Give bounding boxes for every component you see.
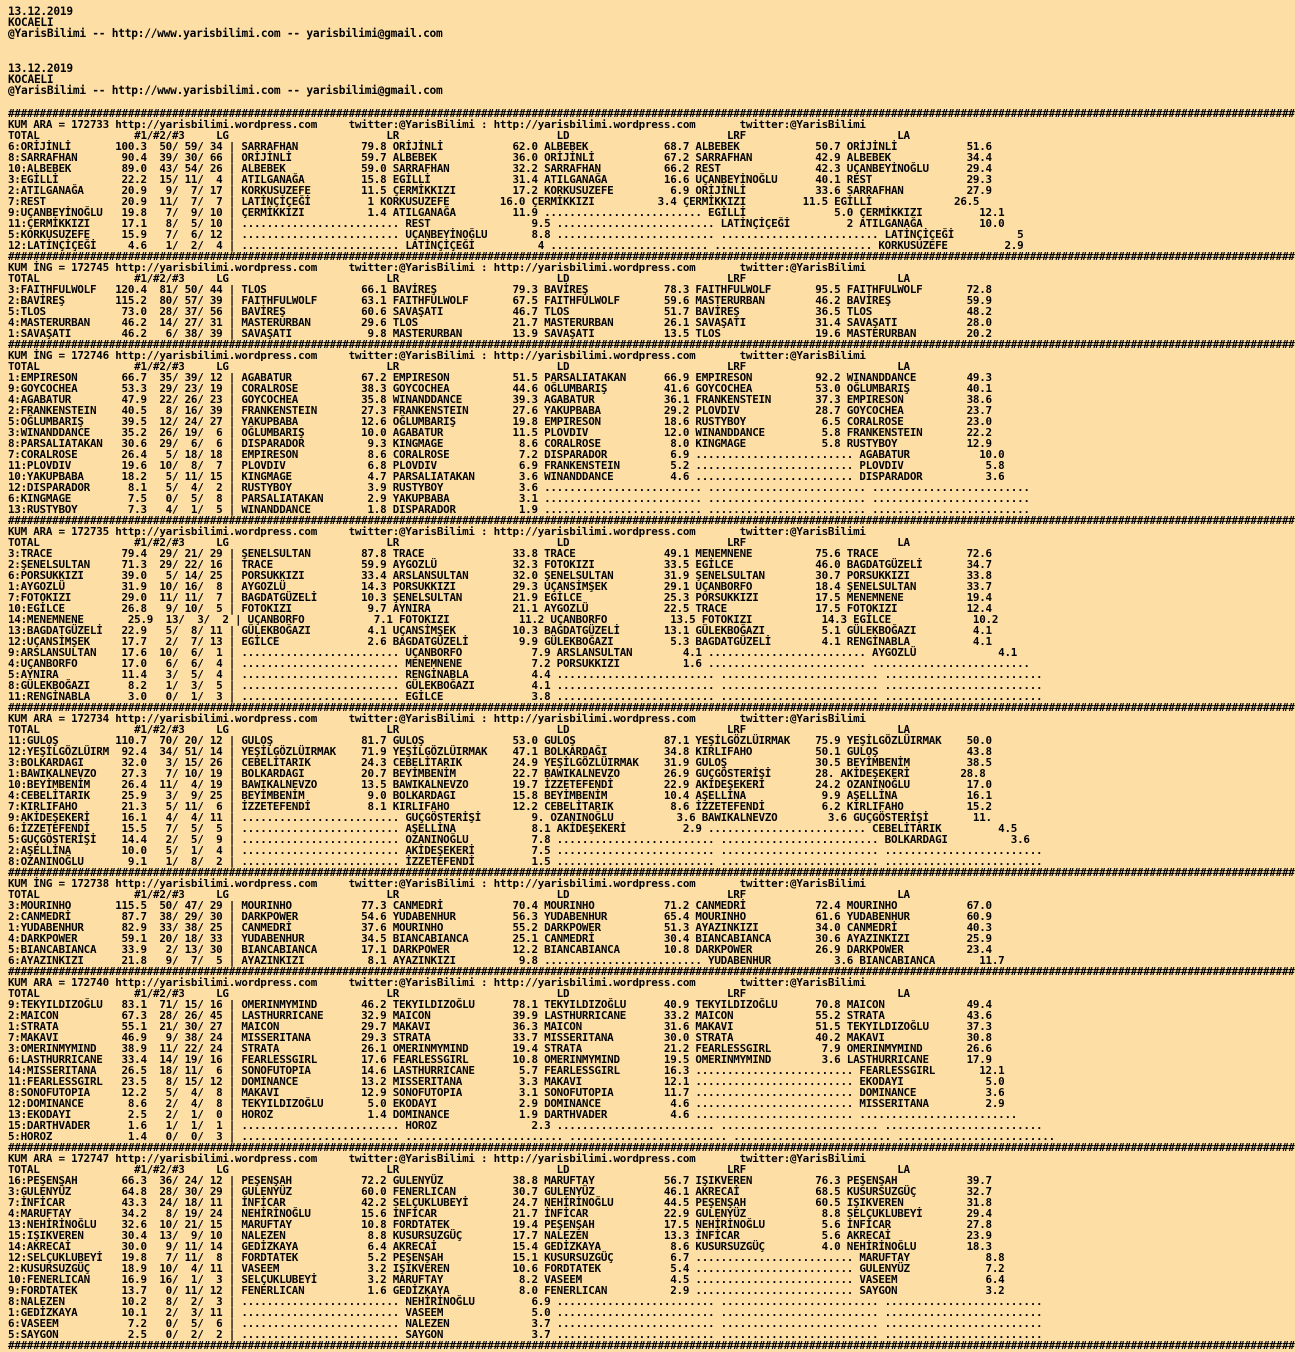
table-row: 3:FAITHFULWOLF 120.4 81/ 50/ 44 | TLOS 66.1 BAVİREŞ 79.3 BAVİREŞ 78.3 FAITHFULWOLF 95.5 FAITHFULWOLF 72.8 — [8, 283, 992, 296]
race-title: KUM İNG = 172738 http://yarisbilimi.wordpress.com twitter:@YarisBilimi : http://yarisbilimi.wordpress.com twitter:@YarisBilimi — [8, 877, 866, 890]
table-row: 5:OĞLUMBARIŞ 39.5 12/ 24/ 27 | YAKUPBABA 12.6 OĞLUMBARIŞ 19.8 EMPIRESON 18.6 RUSTYBOY 6.5 CORALROSE 23.0 — [8, 415, 992, 428]
column-header: TOTAL #1/#2/#3 LG LR LD LRF LA — [8, 723, 910, 736]
column-header: TOTAL #1/#2/#3 LG LR LD LRF LA — [8, 272, 910, 285]
table-row: 4:MARUFTAY 34.2 8/ 19/ 24 | NEHİRİNOĞLU 15.6 İNFİCAR 21.7 İNFİCAR 22.9 GULENYÜZ 8.8 SELÇUKLUBEYİ 29.4 — [8, 1207, 992, 1220]
column-header: TOTAL #1/#2/#3 LG LR LD LRF LA — [8, 987, 910, 1000]
table-row: 12:LATİNÇİÇEĞİ 4.6 1/ 2/ 4 | ......................... LATİNÇİÇEĞİ 4 ......................... ......................... KORKUSUZEFE 2.9 — [8, 239, 1024, 252]
table-row: 1:GEDİZKAYA 10.1 2/ 3/ 11 | ......................... VASEEM 5.0 ......................... ......................... ......................... — [8, 1306, 1043, 1319]
table-row: 6:ORİJİNLİ 100.3 50/ 59/ 34 | SARRAFHAN 79.8 ORİJİNLİ 62.0 ALBEBEK 68.7 ALBEBEK 50.7 ORİJİNLİ 51.6 — [8, 140, 992, 153]
table-row: 8:PARSALIATAKAN 30.6 29/ 6/ 6 | DISPARADOR 9.3 KINGMAGE 8.6 CORALROSE 8.0 KINGMAGE 5.8 RUSTYBOY 12.9 — [8, 437, 992, 450]
table-row: 4:CEBELİTARIK 25.9 3/ 9/ 25 | BEYİMBENİM 9.0 BOLKARDAGI 15.8 BEYİMBENİM 10.4 AŞELLİNA 9.9 AŞELLİNA 16.1 — [8, 789, 992, 802]
race-title: KUM ARA = 172740 http://yarisbilimi.wordpress.com twitter:@YarisBilimi : http://yarisbilimi.wordpress.com twitter:@YarisBilimi — [8, 976, 866, 989]
table-row: 10:YAKUPBABA 18.2 5/ 11/ 15 | KINGMAGE 4.7 PARSALIATAKAN 3.6 WINANDDANCE 4.6 ......................... DISPARADOR 3.6 — [8, 470, 1005, 483]
table-row: 8:SONOFUTOPIA 12.2 5/ 4/ 8 | MAKAVI 12.9 SONOFUTOPIA 3.1 SONOFUTOPIA 11.7 ......................... DOMINANCE 3.6 — [8, 1086, 1005, 1099]
race-title: KUM İNG = 172745 http://yarisbilimi.wordpress.com twitter:@YarisBilimi : http://yarisbilimi.wordpress.com twitter:@YarisBilimi — [8, 261, 866, 274]
column-header: TOTAL #1/#2/#3 LG LR LD LRF LA — [8, 360, 910, 373]
table-row: 8:NALEZEN 10.2 8/ 2/ 3 | ......................... NEHİRİNOĞLU 6.9 ......................... ......................... ......................... — [8, 1295, 1043, 1308]
city-text: KOCAELI — [8, 73, 54, 86]
separator-line: ############################################################################################################################################################################################################ — [8, 107, 1295, 120]
table-row: 13:RUSTYBOY 7.3 4/ 1/ 5 | WINANDDANCE 1.8 DISPARADOR 1.9 ......................... ......................... ......................... — [8, 503, 1030, 516]
table-row: 1:EMPIRESON 66.7 35/ 39/ 12 | AGABATUR 67.2 EMPIRESON 51.5 PARSALIATAKAN 66.9 EMPIRESON 92.2 WINANDDANCE 49.3 — [8, 371, 992, 384]
column-header: TOTAL #1/#2/#3 LG LR LD LRF LA — [8, 536, 910, 549]
column-header: TOTAL #1/#2/#3 LG LR LD LRF LA — [8, 888, 910, 901]
table-row: 5:BIANCABIANCA 33.9 2/ 13/ 30 | BIANCABIANCA 17.1 DARKPOWER 12.2 BIANCABIANCA 10.8 DARKPOWER 26.9 DARKPOWER 23.4 — [8, 943, 992, 956]
table-row: 7:İNFİCAR 43.3 24/ 18/ 11 | İNFİCAR 42.2 SELÇUKLUBEYİ 24.7 NEHİRİNOĞLU 44.5 PEŞENŞAH 60.5 IŞIKVEREN 31.8 — [8, 1196, 992, 1209]
table-row: 3:EGİLLİ 22.2 15/ 11/ 4 | ATILGANAĞA 15.8 EGİLLİ 31.4 ATILGANAĞA 16.6 UÇANBEYİNOĞLU 40.1 REST 29.3 — [8, 173, 992, 186]
table-row: 4:MASTERURBAN 46.2 14/ 27/ 31 | MASTERURBAN 29.6 TLOS 21.7 MASTERURBAN 26.1 SAVAŞATI 31.4 SAVAŞATI 28.0 — [8, 316, 992, 329]
table-row: 1:SAVAŞATI 46.2 6/ 38/ 39 | SAVAŞATI 9.8 MASTERURBAN 13.9 SAVAŞATI 13.5 TLOS 19.6 MASTERURBAN 20.2 — [8, 327, 992, 340]
table-row: 1:YUDABENHUR 82.9 33/ 38/ 25 | CANMEDRİ 37.6 MOURINHO 55.2 DARKPOWER 51.3 AYAZINKIZI 34.0 CANMEDRİ 40.3 — [8, 921, 992, 934]
table-row: 9:TEKYILDIZOĞLU 83.1 71/ 15/ 16 | OMERINMYMIND 46.2 TEKYILDIZOĞLU 78.1 TEKYILDIZOĞLU 40.9 TEKYILDIZOĞLU 70.8 MAICON 49.4 — [8, 998, 992, 1011]
table-row: 13:NEHİRİNOĞLU 32.6 10/ 21/ 15 | MARUFTAY 10.8 FORDTATEK 19.4 PEŞENŞAH 17.5 NEHİRİNOĞLU 5.6 İNFİCAR 27.8 — [8, 1218, 992, 1231]
table-row: 2:FRANKENSTEIN 40.5 8/ 16/ 39 | FRANKENSTEIN 27.3 FRANKENSTEIN 27.6 YAKUPBABA 29.2 PLOVDIV 28.7 GOYCOCHEA 23.7 — [8, 404, 992, 417]
table-row: 7:MAKAVI 46.9 9/ 38/ 24 | MISSERITANA 29.3 STRATA 33.7 MISSERITANA 30.0 STRATA 40.2 MAKAVI 30.8 — [8, 1031, 992, 1044]
separator-line: ############################################################################################################################################################################################################ — [8, 965, 1295, 978]
report-header-1 — [8, 6, 1073, 39]
table-row: 12:YEŞİLGÖZLÜIRM 92.4 34/ 51/ 14 | YEŞİLGÖZLÜIRMAK 71.9 YEŞİLGÖZLÜIRMAK 47.1 BOLKARDAĞI 34.8 KIRLIFAHO 50.1 GULOŞ 43.8 — [8, 745, 992, 758]
table-row: 3:OMERINMYMIND 38.9 11/ 22/ 24 | STRATA 26.1 OMERINMYMIND 19.4 STRATA 21.2 FEARLESSGIRL 7.9 OMERINMYMIND 26.6 — [8, 1042, 992, 1055]
table-row: 11:PLOVDIV 19.6 10/ 8/ 7 | PLOVDIV 6.8 PLOVDIV 6.9 FRANKENSTEIN 5.2 ......................... PLOVDIV 5.8 — [8, 459, 1005, 472]
table-row: 2:BAVİREŞ 115.2 80/ 57/ 39 | FAITHFULWOLF 63.1 FAITHFULWOLF 67.5 FAITHFULWOLF 59.6 MASTERURBAN 46.2 BAVİREŞ 59.9 — [8, 294, 992, 307]
date-text: 13.12.2019 — [8, 5, 73, 18]
table-row: 11:FEARLESSGIRL 23.5 8/ 15/ 12 | DOMINANCE 13.2 MISSERITANA 3.3 MAKAVI 12.1 ......................... EKODAYI 5.0 — [8, 1075, 1005, 1088]
table-row: 14:MENEMNENE 25.9 13/ 3/ 2 | UÇANBORFO 7.1 FOTOKIZI 11.2 UÇANBORFO 13.5 FOTOKIZI 14.3 EGİLCE 10.2 — [8, 613, 999, 626]
table-row: 9:GOYCOCHEA 53.3 29/ 23/ 19 | CORALROSE 38.3 GOYCOCHEA 44.6 OĞLUMBARIŞ 41.6 GOYCOCHEA 53.0 OĞLUMBARIŞ 40.1 — [8, 382, 992, 395]
table-row: 7:FOTOKIZI 29.0 11/ 11/ 7 | BAGDATGÜZELİ 10.3 ŞENELSULTAN 21.9 EGİLCE 25.3 PORSUKKIZI 17.5 MENEMNENE 19.4 — [8, 591, 992, 604]
table-row: 10:ALBEBEK 89.0 43/ 54/ 26 | ALBEBEK 59.0 SARRAFHAN 32.2 SARRAFHAN 66.2 REST 42.3 UÇANBEYİNOĞLU 29.4 — [8, 162, 992, 175]
table-row: 1:STRATA 55.1 21/ 30/ 27 | MAICON 29.7 MAKAVI 36.3 MAICON 31.6 MAKAVI 51.5 TEKYILDIZOĞLU 37.3 — [8, 1020, 992, 1033]
table-row: 5:HOROZ 1.4 0/ 0/ 3 | ......................... ......................... ......................... ......................... ......................... — [8, 1130, 1055, 1143]
table-row: 5:KORKUSUZEFE 15.9 7/ 6/ 12 | ......................... UÇANBEYİNOĞLU 8.8 ......................... ......................... LATİNÇİÇEĞİ 5 — [8, 228, 1024, 241]
race-title: KUM ARA = 172747 http://yarisbilimi.wordpress.com twitter:@YarisBilimi : http://yarisbilimi.wordpress.com twitter:@YarisBilimi — [8, 1152, 866, 1165]
table-row: 6:İZZETEFENDİ 15.5 7/ 5/ 5 | ......................... AŞELLİNA 8.1 AKİDEŞEKERİ 2.9 ......................... CEBELİTARIK 4.5 — [8, 822, 1018, 835]
table-row: 6:VASEEM 7.2 0/ 5/ 6 | ......................... NALEZEN 3.7 ......................... ......................... ......................... — [8, 1317, 1043, 1330]
table-row: 13:EKODAYI 2.5 2/ 1/ 0 | HOROZ 1.4 DOMINANCE 1.9 DARTHVADER 4.6 ......................... ......................... — [8, 1108, 1018, 1121]
table-row: 16:PEŞENŞAH 66.3 36/ 24/ 12 | PEŞENŞAH 72.2 GULENYÜZ 38.8 MARUFTAY 56.7 IŞIKVEREN 76.3 PEŞENŞAH 39.7 — [8, 1174, 992, 1187]
table-row: 3:BOLKARDAGI 32.0 3/ 15/ 26 | CEBELİTARIK 24.3 CEBELİTARIK 24.9 YEŞİLGÖZLÜIRMAK 31.9 GULOŞ 30.5 BEYİMBENİM 38.5 — [8, 756, 992, 769]
date-text: 13.12.2019 — [8, 62, 73, 75]
separator-line: ############################################################################################################################################################################################################ — [8, 701, 1295, 714]
race-title: KUM ARA = 172735 http://yarisbilimi.wordpress.com twitter:@YarisBilimi : http://yarisbilimi.wordpress.com twitter:@YarisBilimi — [8, 525, 866, 538]
table-row: 3:GULENYÜZ 64.8 28/ 30/ 29 | GULENYÜZ 60.0 FENERLICAN 30.7 GULENYÜZ 46.1 AKRECAİ 68.5 KUSURSUZGÜÇ 32.7 — [8, 1185, 992, 1198]
separator-line: ############################################################################################################################################################################################################ — [8, 1141, 1295, 1154]
table-row: 4:UÇANBORFO 17.0 6/ 6/ 4 | ......................... MENEMNENE 7.2 PORSUKKIZI 1.6 ......................... ......................... — [8, 657, 1030, 670]
table-row: 9:ARSLANSULTAN 17.6 10/ 6/ 1 | ......................... UÇANBORFO 7.9 ARSLANSULTAN 4.1 ......................... AYGOZLÜ 4.1 — [8, 646, 1018, 659]
table-row: 4:DARKPOWER 59.1 20/ 18/ 33 | YUDABENHUR 34.5 BIANCABIANCA 25.1 CANMEDRİ 30.4 BIANCABIANCA 30.6 AYAZINKIZI 25.9 — [8, 932, 992, 945]
separator-line: ############################################################################################################################################################################################################ — [8, 866, 1295, 879]
table-row: 10:FENERLICAN 16.9 16/ 1/ 3 | SELÇUKLUBEYİ 3.2 MARUFTAY 8.2 VASEEM 4.5 ......................... VASEEM 6.4 — [8, 1273, 1005, 1286]
contact-text: @YarisBilimi -- http://www.yarisbilimi.com -- yarisbilimi@gmail.com — [8, 27, 443, 40]
table-row: 7:KIRLIFAHO 21.3 5/ 11/ 6 | İZZETEFENDİ 8.1 KIRLIFAHO 12.2 CEBELİTARIK 8.6 İZZETEFENDİ 6.2 KIRLIFAHO 15.2 — [8, 800, 992, 813]
table-row: 11:GULOŞ 110.7 70/ 20/ 12 | GULOŞ 81.7 GULOŞ 53.0 GULOŞ 87.1 YEŞİLGÖZLÜIRMAK 75.9 YEŞİLGÖZLÜIRMAK 50.0 — [8, 734, 992, 747]
table-row: 11:RENGİNABLA 3.0 0/ 1/ 3 | ......................... EGİLCE 3.8 ......................... ......................... ......................... — [8, 690, 1043, 703]
table-row: 2:MAICON 67.3 28/ 26/ 45 | LASTHURRICANE 32.9 MAICON 39.9 LASTHURRICANE 33.2 MAICON 55.2 STRATA 43.6 — [8, 1009, 992, 1022]
table-row: 12:DISPARADOR 8.1 5/ 4/ 2 | RUSTYBOY 3.9 RUSTYBOY 3.6 ......................... ......................... ......................... — [8, 481, 1030, 494]
table-row: 10:BEYİMBENİM 26.4 11/ 4/ 19 | BAWIKALNEVZO 13.5 BAWIKALNEVZO 19.7 İZZETEFENDİ 22.9 AKİDEŞEKERİ 24.2 OZANINOĞLU 17.0 — [8, 778, 992, 791]
table-row: 5:GUÇGÖSTERİŞİ 14.4 2/ 5/ 9 | ......................... OZANINOĞLU 7.8 ......................... ......................... BOLKARDAGI 3.6 — [8, 833, 1030, 846]
race-tables — [8, 107, 1295, 1352]
race-title: KUM İNG = 172746 http://yarisbilimi.wordpress.com twitter:@YarisBilimi : http://yarisbilimi.wordpress.com twitter:@YarisBilimi — [8, 349, 866, 362]
table-row: 2:KUSURSUZGÜÇ 18.9 10/ 4/ 11 | VASEEM 3.2 IŞIKVEREN 10.6 FORDTATEK 5.4 ......................... GULENYÜZ 7.2 — [8, 1262, 1005, 1275]
table-row: 1:AYGOZLÜ 31.9 10/ 16/ 8 | AYGOZLÜ 14.3 PORSUKKIZI 29.3 UÇANSİMŞEK 29.1 UÇANBORFO 18.4 ŞENELSULTAN 33.7 — [8, 580, 992, 593]
table-row: 14:AKRECAİ 30.0 9/ 11/ 14 | GEDİZKAYA 6.4 AKRECAİ 15.4 GEDİZKAYA 8.6 KUSURSUZGÜÇ 4.0 NEHİRİNOĞLU 18.3 — [8, 1240, 992, 1253]
table-row: 6:PORSUKKIZI 39.0 5/ 14/ 25 | PORSUKKIZI 33.4 ARSLANSULTAN 32.0 ŞENELSULTAN 31.9 ŞENELSULTAN 30.7 PORSUKKIZI 33.8 — [8, 569, 992, 582]
separator-line: ############################################################################################################################################################################################################ — [8, 514, 1295, 527]
table-row: 2:AŞELLİNA 10.0 5/ 1/ 4 | ......................... AKİDEŞEKERİ 7.5 ......................... ......................... ......................... — [8, 844, 1043, 857]
separator-line: ############################################################################################################################################################################################################ — [8, 1339, 1295, 1352]
table-row: 6:AYAZINKIZI 21.8 9/ 7/ 5 | AYAZINKIZI 8.1 AYAZINKIZI 9.8 ......................... YUDABENHUR 3.6 BIANCABIANCA 11.7 — [8, 954, 1005, 967]
table-row: 3:TRACE 79.4 29/ 21/ 29 | ŞENELSULTAN 87.8 TRACE 33.8 TRACE 49.1 MENEMNENE 75.6 TRACE 72.6 — [8, 547, 992, 560]
table-row: 4:AGABATUR 47.9 22/ 26/ 23 | GOYCOCHEA 35.8 WINANDDANCE 39.3 AGABATUR 36.1 FRANKENSTEIN 37.3 EMPIRESON 38.6 — [8, 393, 992, 406]
column-header: TOTAL #1/#2/#3 LG LR LD LRF LA — [8, 1163, 910, 1176]
table-row: 2:ŞENELSULTAN 71.3 29/ 22/ 16 | TRACE 59.9 AYGOZLÜ 32.3 FOTOKIZI 33.5 EGİLCE 46.0 BAGDATGÜZELİ 34.7 — [8, 558, 992, 571]
table-row: 14:MISSERITANA 26.5 18/ 11/ 6 | SONOFUTOPIA 14.6 LASTHURRICANE 5.7 FEARLESSGIRL 16.3 ......................... FEARLESSGIRL 12.1 — [8, 1064, 1005, 1077]
table-row: 9:FORDTATEK 13.7 0/ 11/ 12 | FENERLICAN 1.6 GEDİZKAYA 8.0 FENERLICAN 2.9 ......................... SAYGON 3.2 — [8, 1284, 1005, 1297]
separator-line: ############################################################################################################################################################################################################ — [8, 250, 1295, 263]
table-row: 9:UÇANBEYİNOĞLU 19.8 7/ 9/ 10 | ÇERMİKKIZI 1.4 ATILGANAĞA 11.9 ......................... EGİLLİ 5.0 ÇERMİKKIZI 12.1 — [8, 206, 1005, 219]
table-row: 13:BAGDATGÜZELİ 22.9 5/ 8/ 11 | GÜLEKBOĞAZI 4.1 UÇANSİMŞEK 10.3 BAGDATGÜZELİ 13.1 GÜLEKBOĞAZI 5.1 GÜLEKBOĞAZI 4.1 — [8, 624, 992, 637]
table-row: 7:REST 20.9 11/ 7/ 7 | LATİNÇİÇEĞİ 1 KORKUSUZEFE 16.0 ÇERMİKKIZI 3.4 ÇERMİKKIZI 11.5 EGİLLİ 26.5 — [8, 195, 980, 208]
table-row: 8:GÜLEKBOĞAZI 8.2 1/ 3/ 5 | ......................... GÜLEKBOĞAZI 4.1 ......................... ......................... ......................... — [8, 679, 1043, 692]
table-row: 9:AKİDEŞEKERİ 16.1 4/ 4/ 11 | ......................... GUÇGÖSTERİŞİ 9. OZANINOĞLU 3.6 BAWIKALNEVZO 3.6 GUÇGÖSTERİŞİ 11. — [8, 811, 992, 824]
table-row: 8:SARRAFHAN 90.4 39/ 30/ 66 | ORİJİNLİ 59.7 ALBEBEK 36.0 ORİJİNLİ 67.2 SARRAFHAN 42.9 ALBEBEK 34.4 — [8, 151, 992, 164]
contact-text: @YarisBilimi -- http://www.yarisbilimi.com -- yarisbilimi@gmail.com — [8, 84, 443, 97]
table-row: 5:AYNIRA 11.4 3/ 5/ 4 | ......................... RENGİNABLA 4.4 ......................... ......................... ......................... — [8, 668, 1043, 681]
table-row: 8:OZANINOĞLU 9.1 1/ 8/ 2 | ......................... İZZETEFENDİ 1.5 ......................... ......................... ......................... — [8, 855, 1043, 868]
race-title: KUM ARA = 172734 http://yarisbilimi.wordpress.com twitter:@YarisBilimi : http://yarisbilimi.wordpress.com twitter:@YarisBilimi — [8, 712, 866, 725]
table-row: 7:CORALROSE 26.4 5/ 18/ 18 | EMPIRESON 8.6 CORALROSE 7.2 DISPARADOR 6.9 ......................... AGABATUR 10.0 — [8, 448, 1005, 461]
table-row: 3:WINANDDANCE 35.2 26/ 19/ 6 | OĞLUMBARIŞ 10.0 AGABATUR 11.5 PLOVDIV 12.0 WINANDDANCE 5.8 FRANKENSTEIN 22.2 — [8, 426, 992, 439]
table-row: 12:SELÇUKLUBEYİ 19.8 7/ 11/ 8 | FORDTATEK 5.2 PEŞENŞAH 15.1 KUSURSUZGÜÇ 6.7 ......................... MARUFTAY 8.8 — [8, 1251, 1005, 1264]
separator-line: ############################################################################################################################################################################################################ — [8, 338, 1295, 351]
race-title: KUM ARA = 172733 http://yarisbilimi.wordpress.com twitter:@YarisBilimi : http://yarisbilimi.wordpress.com twitter:@YarisBilimi — [8, 118, 866, 131]
table-row: 3:MOURINHO 115.5 50/ 47/ 29 | MOURINHO 77.3 CANMEDRİ 70.4 MOURINHO 71.2 CANMEDRİ 72.4 MOURINHO 67.0 — [8, 899, 992, 912]
table-row: 15:IŞIKVEREN 30.4 13/ 9/ 10 | NALEZEN 8.8 KUSURSUZGÜÇ 17.7 NALEZEN 13.3 İNFİCAR 5.6 AKRECAİ 23.9 — [8, 1229, 992, 1242]
table-row: 6:KINGMAGE 7.5 0/ 5/ 8 | PARSALIATAKAN 2.9 YAKUPBABA 3.1 ......................... ......................... ......................... — [8, 492, 1030, 505]
table-row: 12:DOMINANCE 8.6 2/ 4/ 8 | TEKYILDIZOĞLU 5.0 EKODAYI 2.9 DOMINANCE 4.6 ......................... MISSERITANA 2.9 — [8, 1097, 1005, 1110]
table-row: 12:UÇANSİMŞEK 17.7 2/ 7/ 13 | EGİLCE 2.6 BAGDATGÜZELİ 9.9 GÜLEKBOĞAZI 5.3 BAGDATGÜZELİ 4.1 RENGİNABLA 4.1 — [8, 635, 992, 648]
table-row: 5:TLOS 73.0 28/ 37/ 56 | BAVİREŞ 60.6 SAVAŞATI 46.7 TLOS 51.7 BAVİREŞ 36.5 TLOS 48.2 — [8, 305, 992, 318]
table-row: 11:ÇERMİKKIZI 17.1 8/ 5/ 10 | ......................... REST 9.5 ......................... LATİNÇİÇEĞİ 2 ATILGANAĞA 10.0 — [8, 217, 1005, 230]
table-row: 5:SAYGON 2.5 0/ 2/ 2 | ......................... SAYGON 3.7 ......................... ......................... ......................... — [8, 1328, 1043, 1341]
table-row: 2:ATILGANAĞA 20.9 9/ 7/ 17 | KORKUSUZEFE 11.5 ÇERMİKKIZI 17.2 KORKUSUZEFE 6.9 ORİJİNLİ 33.6 SARRAFHAN 27.9 — [8, 184, 992, 197]
column-header: TOTAL #1/#2/#3 LG LR LD LRF LA — [8, 129, 910, 142]
city-text: KOCAELI — [8, 16, 54, 29]
table-row: 10:EGİLCE 26.8 9/ 10/ 5 | FOTOKIZI 9.7 AYNIRA 21.1 AYGOZLÜ 22.5 TRACE 17.5 FOTOKIZI 12.4 — [8, 602, 992, 615]
table-row: 6:LASTHURRICANE 33.4 14/ 19/ 16 | FEARLESSGIRL 17.6 FEARLESSGIRL 10.8 OMERINMYMIND 19.5 OMERINMYMIND 3.6 LASTHURRICANE 17.9 — [8, 1053, 992, 1066]
table-row: 1:BAWIKALNEVZO 27.3 7/ 10/ 19 | BOLKARDAGI 20.7 BEYİMBENİM 22.7 BAWIKALNEVZO 26.9 GUÇGÖSTERİŞİ 28. AKİDEŞEKERİ 28.8 — [8, 767, 986, 780]
report-header-2 — [8, 63, 1073, 96]
table-row: 15:DARTHVADER 1.6 1/ 1/ 1 | ......................... HOROZ 2.3 ......................... ......................... ......................... — [8, 1119, 1043, 1132]
table-row: 2:CANMEDRİ 87.7 38/ 29/ 30 | DARKPOWER 54.6 YUDABENHUR 56.3 YUDABENHUR 65.4 MOURINHO 61.6 YUDABENHUR 60.9 — [8, 910, 992, 923]
